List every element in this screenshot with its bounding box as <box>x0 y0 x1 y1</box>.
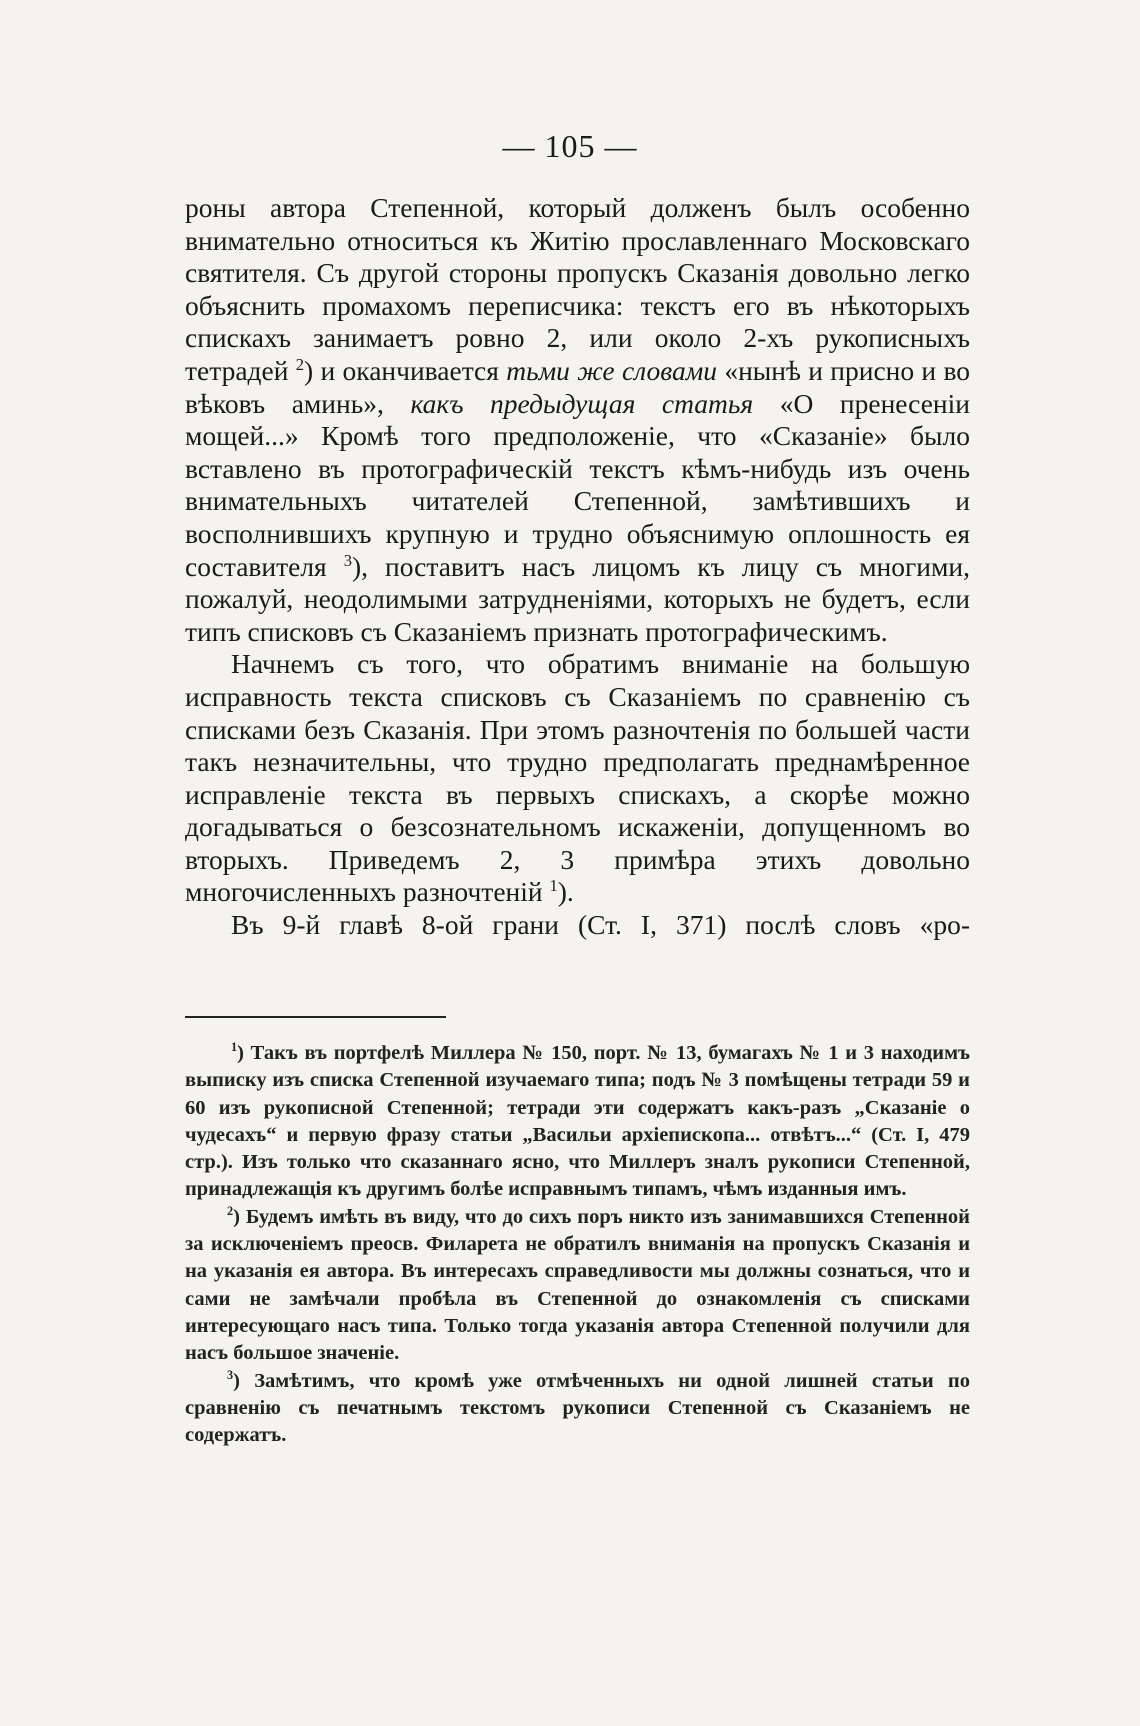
paragraph-2: Начнемъ съ того, что обратимъ вниманіе на большую исправность текста списковъ съ Сказаніемъ по сравненію съ списками безъ Сказанія. При этомъ разночтенія по большей части такъ незначительны, что трудно предполагать преднамѣренное исправленіе текста въ первыхъ спискахъ, а скорѣе можно догадываться о безсознательномъ искаженіи, допущенномъ во вторыхъ. Приведемъ 2, 3 примѣра этихъ довольно многочисленныхъ разночтеній $^1$). <box>185 648 970 908</box>
italic-phrase: тьми же словами <box>506 354 718 386</box>
footnote-3: $^3$) Замѣтимъ, что кромѣ уже отмѣченныхъ ни одной лишней статьи по сравненію съ печатнымъ текстомъ рукописи Степенной съ Сказаніемъ не содержатъ. <box>185 1367 970 1447</box>
footnote-divider <box>185 1016 446 1018</box>
footnote-2: $^2$) Будемъ имѣть въ виду, что до сихъ поръ никто изъ занимавшихся Степенной за исключеніемъ преосв. Филарета не обратилъ вниманія на пропускъ Сказанія и на указанія ея автора. Въ интересахъ справедливости мы должны сознаться, что и сами не замѣчали пробѣла въ Степенной до ознакомленія съ списками интересующаго насъ типа. Только тогда указанія автора Степенной получили для насъ большое значеніе. <box>185 1203 970 1365</box>
footnote-ref-2[interactable]: 2 <box>295 354 305 374</box>
italic-phrase: какъ предыдущая статья <box>410 387 754 419</box>
footnotes <box>185 1040 970 1449</box>
paragraph-3: Въ 9-й главѣ 8-ой грани (Ст. I, 371) послѣ словъ «ро- <box>231 909 970 941</box>
paragraph-1: роны автора Степенной, который долженъ былъ особенно внимательно относиться къ Житію прославленнаго Московскаго святителя. Съ другой стороны пропускъ Сказанія довольно легко объяснить промахомъ переписчика: текстъ его въ нѣкоторыхъ спискахъ занимаетъ ровно 2, или около 2-хъ рукописныхъ тетрадей $^2$) и оканчивается тьми же словами «нынѣ и присно и во вѣковъ аминь», какъ предыдущая статья «О пренесеніи мощей...» Кромѣ того предположеніе, что «Сказаніе» было вставлено въ протографическій текстъ кѣмъ-нибудь изъ очень внимательныхъ читателей Степенной, замѣтившихъ и восполнившихъ крупную и трудно объяснимую оплошность ея составителя $^3$), поставитъ насъ лицомъ къ лицу съ многими, пожалуй, неодолимыми затрудненіями, которыхъ не будетъ, если типъ списковъ съ Сказаніемъ признать протографическимъ. <box>185 192 971 647</box>
footnote-ref-1[interactable]: 1 <box>549 876 558 896</box>
footnote-1: $^1$) Такъ въ портфелѣ Миллера № 150, порт. № 13, бумагахъ № 1 и 3 находимъ выписку изъ списка Степенной изучаемаго типа; подъ № 3 помѣщены тетради 59 и 60 изъ рукописной Степенной; тетради эти содержатъ какъ-разъ „Сказаніе о чудесахъ“ и первую фразу статьи „Васильи архіепископа... отвѣтъ...“ (Ст. I, 479 стр.). Изъ только что сказаннаго ясно, что Миллеръ зналъ рукописи Степенной, принадлежащія къ другимъ болѣе исправнымъ типамъ, чѣмъ изданныя имъ. <box>185 1040 970 1201</box>
main-text <box>185 192 970 942</box>
footnote-ref-3[interactable]: 3 <box>343 550 352 570</box>
page-number: — 105 — <box>502 128 638 164</box>
